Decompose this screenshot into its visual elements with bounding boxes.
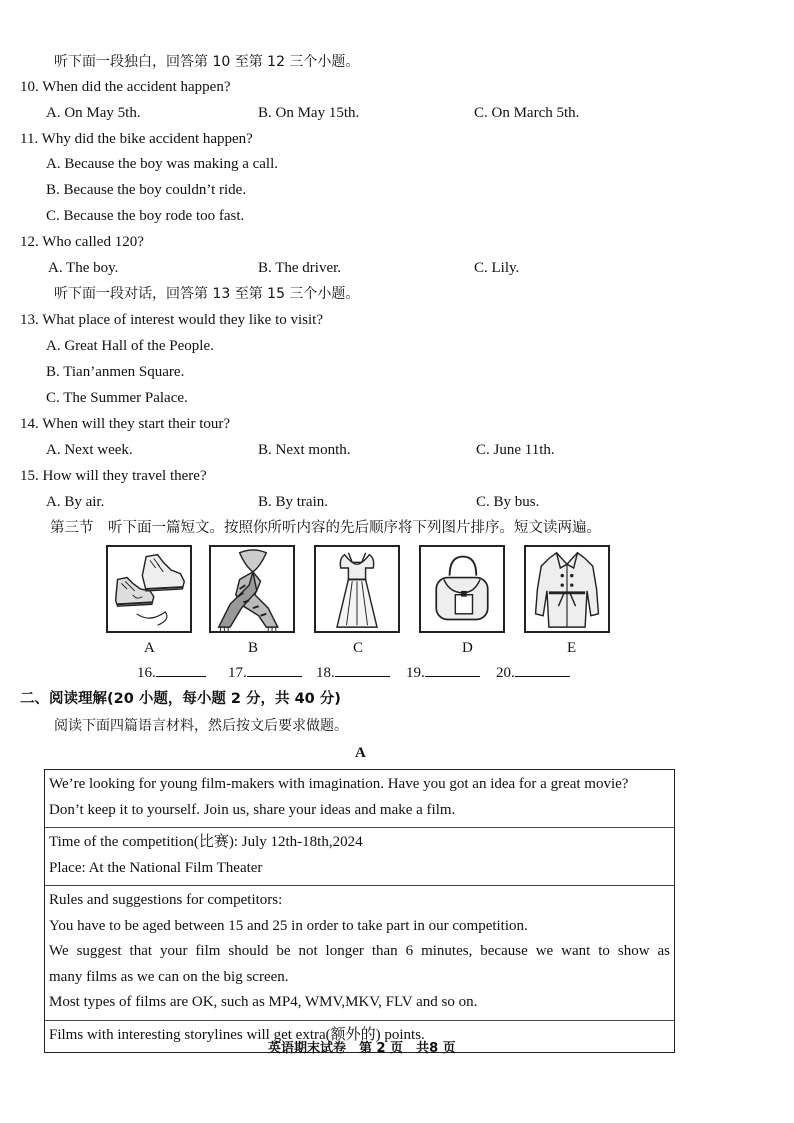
dress-icon bbox=[316, 547, 398, 631]
answer-blank-17[interactable] bbox=[228, 666, 302, 681]
picture-b bbox=[209, 545, 295, 633]
picture-label-b: B bbox=[248, 640, 259, 656]
q15-option-b[interactable]: B. By train. bbox=[258, 494, 328, 510]
q15-option-c[interactable]: C. By bus. bbox=[476, 494, 540, 510]
question-13: 13. What place of interest would they like to visit? bbox=[20, 312, 323, 328]
section-3-instruction: 第三节 听下面一篇短文。按照你所听内容的先后顺序将下列图片排序。短文读两遍。 bbox=[50, 520, 601, 536]
question-12: 12. Who called 120? bbox=[20, 234, 144, 250]
scarf-icon bbox=[211, 547, 293, 631]
q13-option-a[interactable]: A. Great Hall of the People. bbox=[46, 338, 214, 354]
reading-instruction: 阅读下面四篇语言材料，然后按文后要求做题。 bbox=[54, 718, 348, 734]
q10-option-a[interactable]: A. On May 5th. bbox=[46, 105, 141, 121]
picture-label-e: E bbox=[567, 640, 577, 656]
q14-option-c[interactable]: C. June 11th. bbox=[476, 442, 555, 458]
picture-label-a: A bbox=[144, 640, 155, 656]
notice-rules-row bbox=[45, 886, 674, 1021]
picture-e bbox=[524, 545, 610, 633]
answer-blank-19[interactable] bbox=[406, 666, 480, 681]
notice-intro-line-1: We’re looking for young film-makers with imagination. Have you got an idea for a great movie? bbox=[49, 776, 629, 792]
q11-option-c[interactable]: C. Because the boy rode too fast. bbox=[46, 208, 245, 224]
q15-option-a[interactable]: A. By air. bbox=[46, 494, 105, 510]
q10-option-b[interactable]: B. On May 15th. bbox=[258, 105, 360, 121]
question-10: 10. When did the accident happen? bbox=[20, 79, 231, 95]
dialog-instruction: 听下面一段对话，回答第 13 至第 15 三个小题。 bbox=[54, 286, 360, 302]
rule-length-line-2: many films as we can on the big screen. bbox=[49, 968, 289, 985]
rule-length-line-1: We suggest that your film should be not longer than 6 minutes, because we want to show as bbox=[49, 943, 670, 959]
picture-label-c: C bbox=[353, 640, 364, 656]
picture-c bbox=[314, 545, 400, 633]
answer-number: 16. bbox=[137, 665, 156, 681]
q14-option-a[interactable]: A. Next week. bbox=[46, 442, 133, 458]
sneakers-icon bbox=[108, 547, 190, 631]
answer-number: 18. bbox=[316, 665, 335, 681]
picture-a bbox=[106, 545, 192, 633]
backpack-icon bbox=[421, 547, 503, 631]
question-15: 15. How will they travel there? bbox=[20, 468, 207, 484]
q10-option-c[interactable]: C. On March 5th. bbox=[474, 105, 580, 121]
answer-blank-18[interactable] bbox=[316, 666, 390, 681]
notice-time-place-row bbox=[45, 828, 674, 886]
answer-number: 19. bbox=[406, 665, 425, 681]
q12-option-b[interactable]: B. The driver. bbox=[258, 260, 342, 276]
rule-age: You have to be aged between 15 and 25 in order to take part in our competition. bbox=[49, 917, 528, 934]
answer-number: 17. bbox=[228, 665, 247, 681]
question-11: 11. Why did the bike accident happen? bbox=[20, 131, 253, 147]
passage-label: A bbox=[355, 745, 366, 761]
picture-d bbox=[419, 545, 505, 633]
rule-formats: Most types of films are OK, such as MP4, WMV,MKV, FLV and so on. bbox=[49, 994, 478, 1010]
reading-section-header: 二、阅读理解(20 小题，每小题 2 分，共 40 分) bbox=[20, 691, 341, 707]
picture-label-d: D bbox=[462, 640, 473, 656]
q13-option-c[interactable]: C. The Summer Palace. bbox=[46, 390, 188, 406]
coat-icon bbox=[526, 547, 608, 631]
monologue-instruction: 听下面一段独白，回答第 10 至第 12 三个小题。 bbox=[54, 54, 360, 70]
q11-option-a[interactable]: A. Because the boy was making a call. bbox=[46, 156, 279, 172]
competition-time: Time of the competition(比赛): July 12th-18th,2024 bbox=[49, 834, 363, 850]
page-footer: 英语期末试卷 第 2 页 共8 页 bbox=[268, 1041, 456, 1056]
rules-title: Rules and suggestions for competitors: bbox=[49, 892, 283, 908]
q11-option-b[interactable]: B. Because the boy couldn’t ride. bbox=[46, 182, 247, 198]
notice-intro-line-2: Don’t keep it to yourself. Join us, share your ideas and make a film. bbox=[49, 801, 456, 818]
answer-blank-20[interactable] bbox=[496, 666, 570, 681]
question-14: 14. When will they start their tour? bbox=[20, 416, 231, 432]
notice-table bbox=[44, 769, 675, 1056]
rule-extra-points: Films with interesting storylines will get extra(额外的) points. bbox=[49, 1026, 425, 1043]
answer-blank-16[interactable] bbox=[137, 666, 206, 681]
q12-option-c[interactable]: C. Lily. bbox=[474, 260, 520, 276]
competition-place: Place: At the National Film Theater bbox=[49, 859, 263, 876]
q14-option-b[interactable]: B. Next month. bbox=[258, 442, 351, 458]
q12-option-a[interactable]: A. The boy. bbox=[48, 260, 119, 276]
notice-intro-row bbox=[45, 770, 674, 828]
answer-number: 20. bbox=[496, 665, 515, 681]
q13-option-b[interactable]: B. Tian’anmen Square. bbox=[46, 364, 185, 380]
